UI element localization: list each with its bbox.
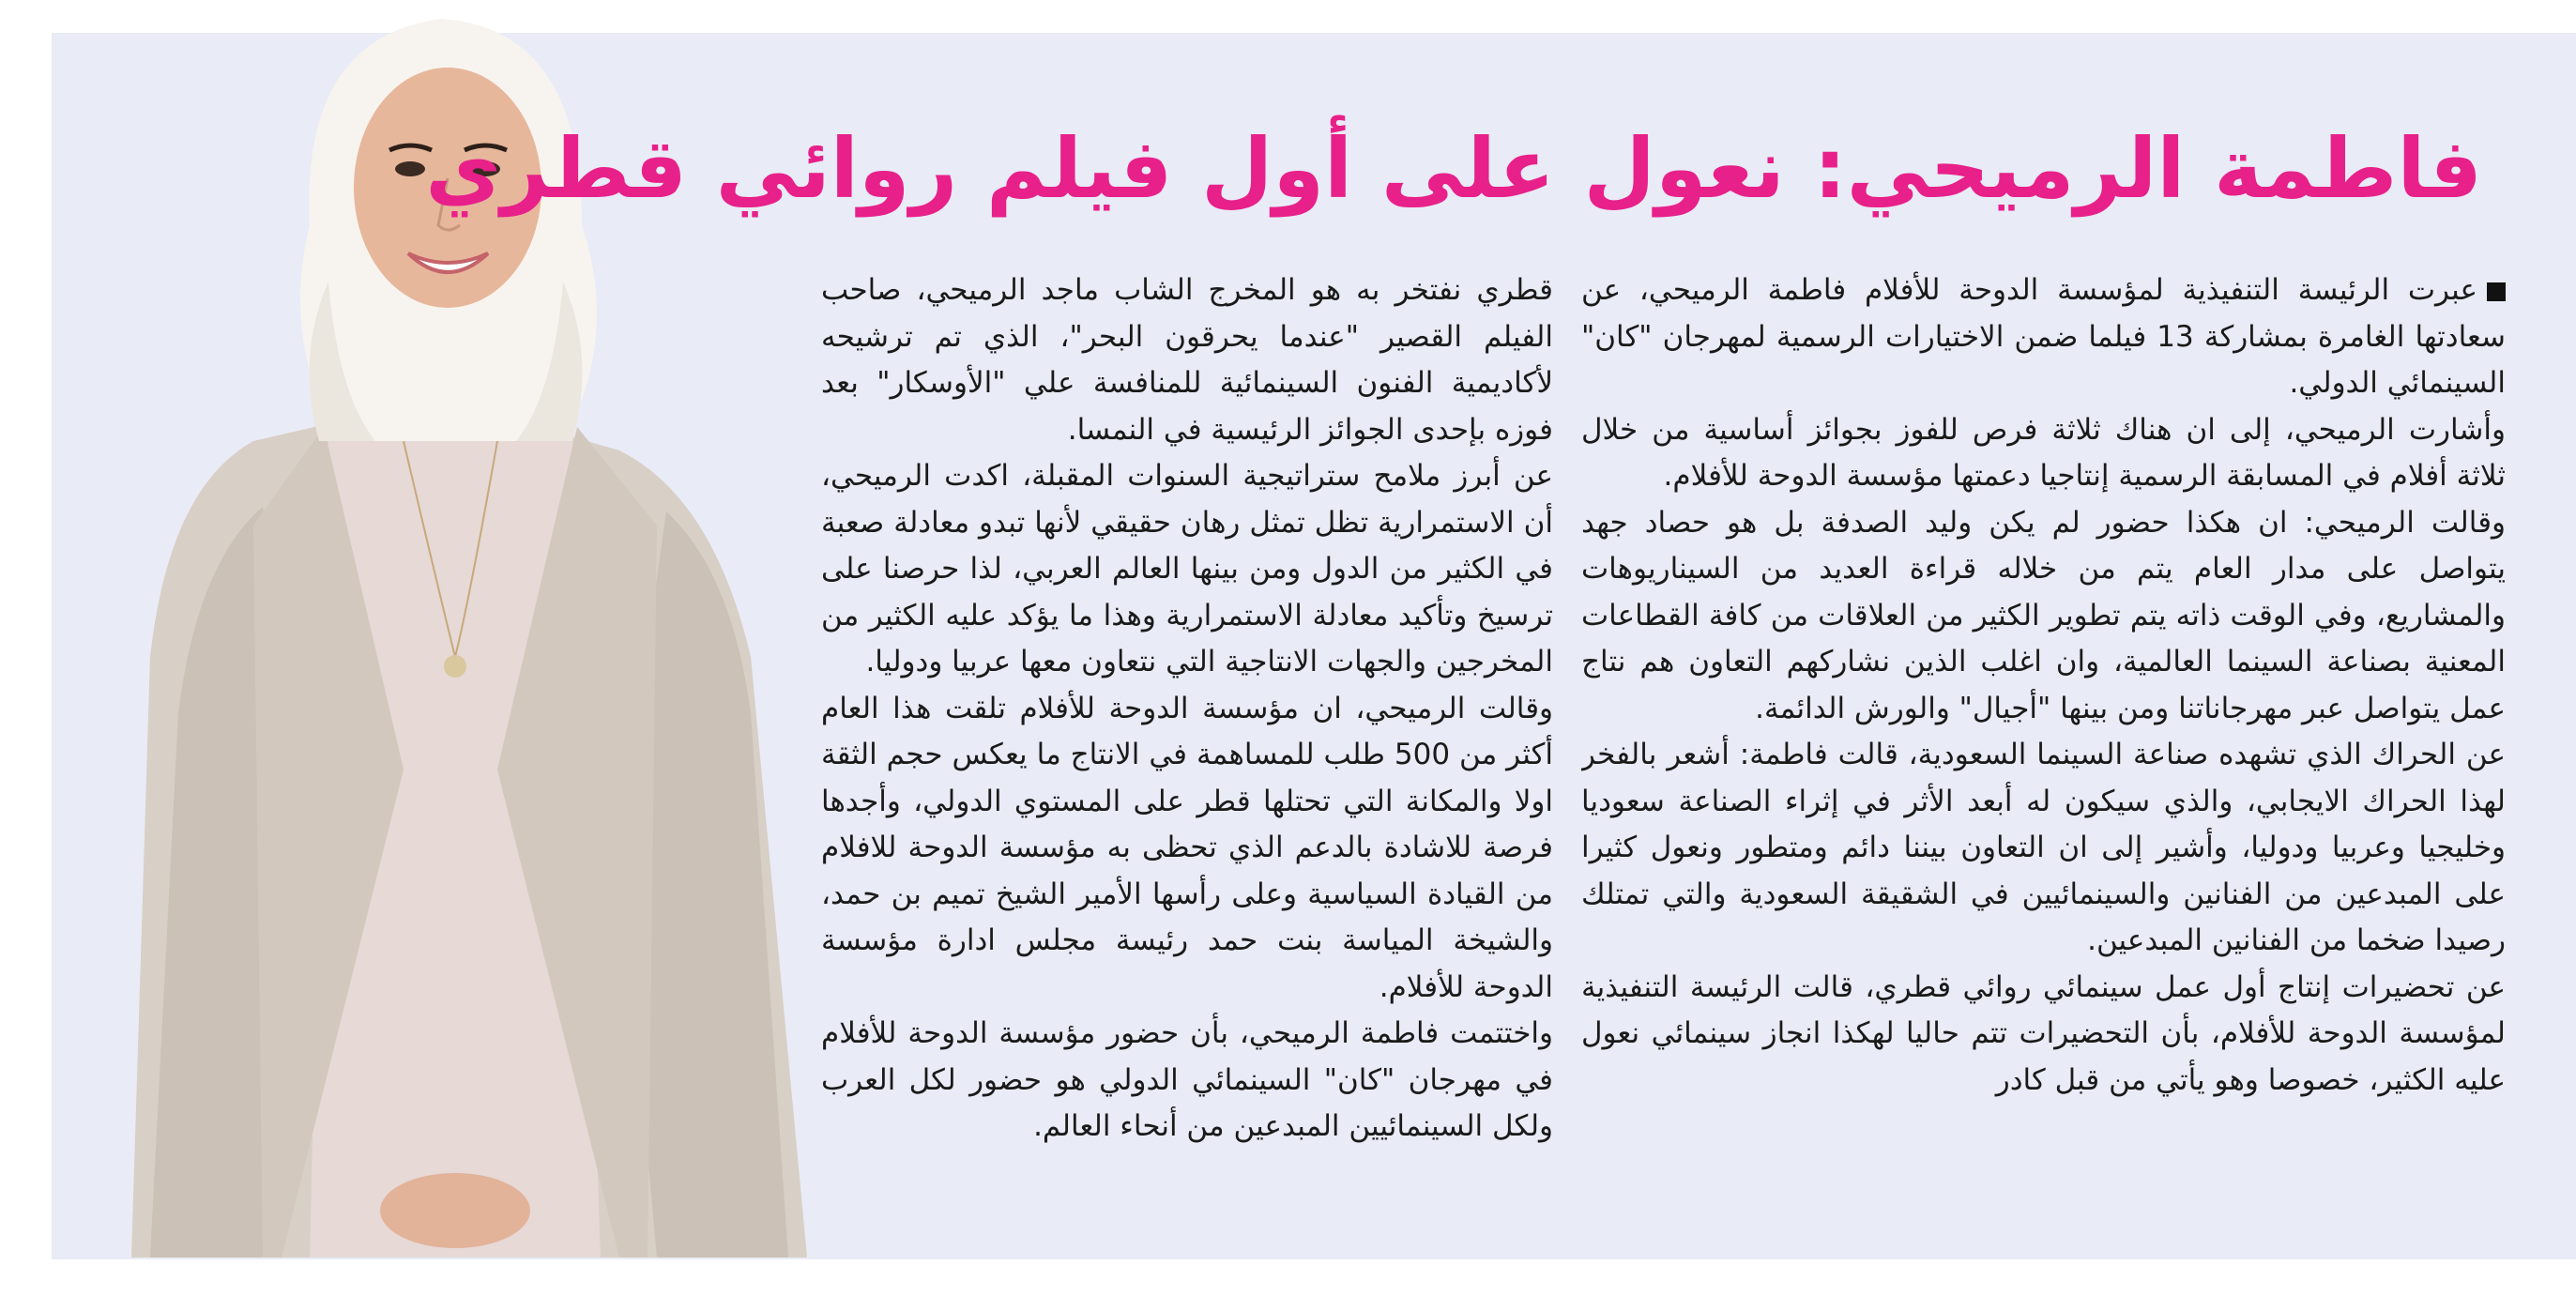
paragraph: قطري نفتخر به هو المخرج الشاب ماجد الرميحي، صاحب الفيلم القصير "عندما يحرقون البحر"، الذي تم ترشيحه لأكاديمية الفنون السينمائية للمنافسة علي "الأوسكار" بعد فوزه بإحدى الجوائز الرئيسية في النمسا.	[821, 273, 1553, 447]
paragraph: عن أبرز ملامح ستراتيجية السنوات المقبلة، اكدت الرميحي، أن الاستمرارية تظل تمثل رهان حقيقي لأنها تبدو معادلة صعبة في الكثير من الدول ومن بينها العالم العربي، لذا حرصنا على ترسيخ وتأكيد معادلة الاستمرارية وهذا ما يؤكد عليه الكثير من المخرجين والجهات الانتاجية التي نتعاون معها عربيا ودوليا.	[821, 459, 1553, 678]
paragraph	[1581, 267, 2506, 407]
paragraph: واختتمت فاطمة الرميحي، بأن حضور مؤسسة الدوحة للأفلام في مهرجان "كان" السينمائي الدولي هو حضور لكل العرب ولكل السينمائيين المبدعين من أنحاء العالم.	[821, 1016, 1553, 1143]
paragraph-text: عبرت الرئيسة التنفيذية لمؤسسة الدوحة للأفلام فاطمة الرميحي، عن سعادتها الغامرة بمشاركة 13 فيلما ضمن الاختيارات الرسمية لمهرجان "كان" السينمائي الدولي.	[1581, 273, 2506, 400]
article-column-right	[1581, 267, 2506, 1215]
black-square-bullet-icon	[2487, 282, 2506, 301]
headline: فاطمة الرميحي: نعول على أول فيلم روائي قطري	[425, 120, 2482, 217]
paragraph: عن الحراك الذي تشهده صناعة السينما السعودية، قالت فاطمة: أشعر بالفخر لهذا الحراك الايجابي، والذي سيكون له أبعد الأثر في إثراء الصناعة سعوديا وخليجيا وعربيا ودوليا، وأشير إلى ان التعاون بيننا دائم ومتطور ونعول كثيرا على المبدعين من الفنانين والسينمائيين في الشقيقة السعودية والتي تمتلك رصيدا ضخما من الفنانين المبدعين.	[1581, 738, 2506, 957]
paragraph: وقالت الرميحي، ان مؤسسة الدوحة للأفلام تلقت هذا العام أكثر من 500 طلب للمساهمة في الانتاج ما يعكس حجم الثقة اولا والمكانة التي تحتلها قطر على المستوي الدولي، وأجدها فرصة للاشادة بالدعم الذي تحظى به مؤسسة الدوحة للافلام من القيادة السياسية وعلى رأسها الأمير الشيخ تميم بن حمد، والشيخة المياسة بنت حمد رئيسة مجلس ادارة مؤسسة الدوحة للأفلام.	[821, 691, 1553, 1004]
paragraph: وأشارت الرميحي، إلى ان هناك ثلاثة فرص للفوز بجوائز أساسية من خلال ثلاثة أفلام في المسابقة الرسمية إنتاجيا دعمتها مؤسسة الدوحة للأفلام.	[1581, 412, 2506, 493]
paragraph: وقالت الرميحي: ان هكذا حضور لم يكن وليد الصدفة بل هو حصاد جهد يتواصل على مدار العام يتم من خلاله قراءة العديد من السيناريوهات والمشاريع، وفي الوقت ذاته يتم تطوير الكثير من العلاقات من كافة القطاعات المعنية بصناعة السينما العالمية، وان اغلب الذين نشاركهم التعاون هم نتاج عمل يتواصل عبر مهرجاناتنا ومن بينها "أجيال" والورش الدائمة.	[1581, 505, 2506, 725]
article-column-left	[821, 267, 1553, 1215]
paragraph: عن تحضيرات إنتاج أول عمل سينمائي روائي قطري، قالت الرئيسة التنفيذية لمؤسسة الدوحة للأفلام، بأن التحضيرات تتم حاليا لهكذا انجاز سينمائي نعول عليه الكثير، خصوصا وهو يأتي من قبل كادر	[1581, 969, 2506, 1097]
